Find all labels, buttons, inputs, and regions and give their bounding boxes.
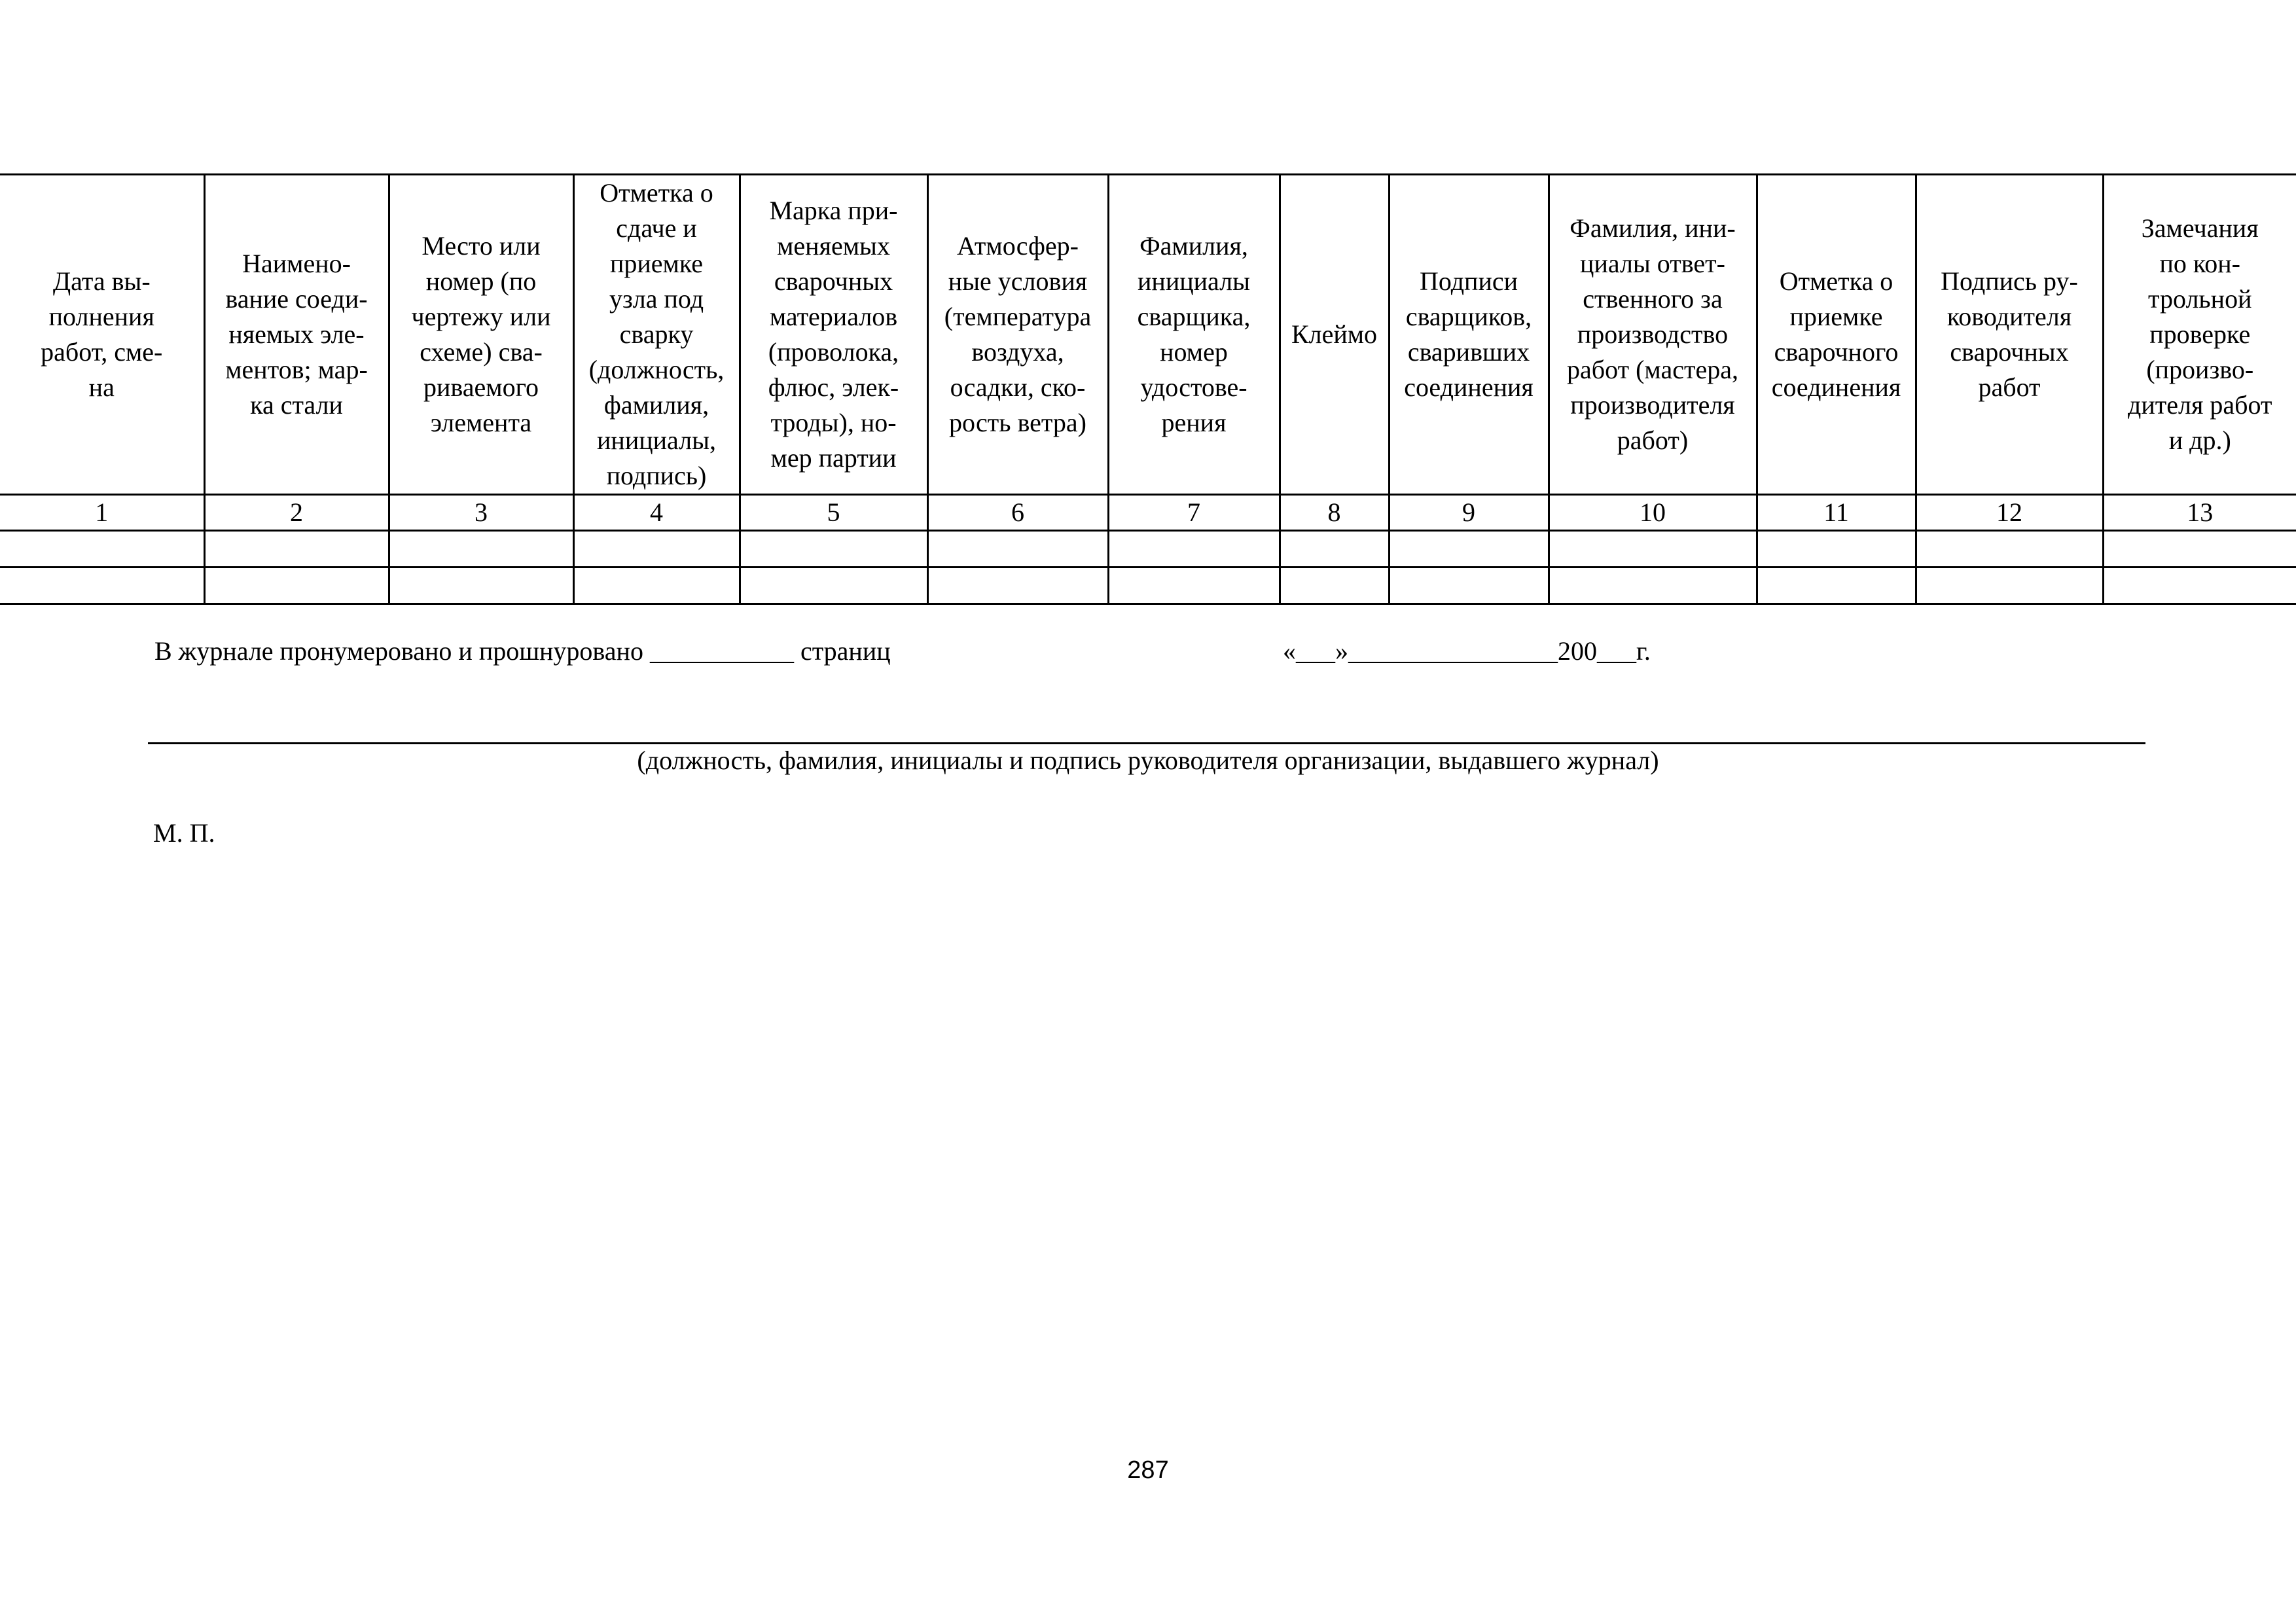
header-cell-welding-materials: Марка при- меняемых сварочных материалов (проволока, флюс, элек- троды), но- мер партии bbox=[740, 175, 927, 495]
table-cell bbox=[1108, 531, 1280, 568]
column-number: 12 bbox=[1916, 495, 2103, 531]
table-cell bbox=[2103, 531, 2296, 568]
table-cell bbox=[1389, 531, 1549, 568]
table-cell bbox=[573, 568, 740, 604]
header-cell-weather-conditions: Атмосфер- ные условия (температура воздуха, осадки, ско- рость ветра) bbox=[927, 175, 1108, 495]
header-row bbox=[0, 175, 2296, 495]
signature-caption: (должность, фамилия, инициалы и подпись руководителя организации, выдавшего журнал) bbox=[637, 746, 1659, 775]
table-cell bbox=[204, 531, 389, 568]
column-number: 9 bbox=[1389, 495, 1549, 531]
table-cell bbox=[1916, 568, 2103, 604]
table-cell bbox=[389, 531, 573, 568]
column-number: 4 bbox=[573, 495, 740, 531]
column-number: 7 bbox=[1108, 495, 1280, 531]
header-cell-joint-acceptance: Отметка о приемке сварочного соединения bbox=[1757, 175, 1916, 495]
table-cell bbox=[2103, 568, 2296, 604]
column-number: 2 bbox=[204, 495, 389, 531]
column-number: 11 bbox=[1757, 495, 1916, 531]
table-cell bbox=[0, 531, 204, 568]
table-cell bbox=[740, 531, 927, 568]
header-cell-welder-name: Фамилия, инициалы сварщика, номер удостове- рения bbox=[1108, 175, 1280, 495]
column-number: 3 bbox=[389, 495, 573, 531]
table-cell bbox=[927, 568, 1108, 604]
table-cell bbox=[573, 531, 740, 568]
table-row bbox=[0, 531, 2296, 568]
column-number: 13 bbox=[2103, 495, 2296, 531]
date-line: «___»________________200___г. bbox=[1283, 636, 1651, 666]
header-cell-stamp: Клеймо bbox=[1280, 175, 1389, 495]
header-cell-supervisor-signature: Подпись ру- ководителя сварочных работ bbox=[1916, 175, 2103, 495]
table-cell bbox=[1916, 531, 2103, 568]
table-cell bbox=[1757, 568, 1916, 604]
table-cell bbox=[1757, 531, 1916, 568]
empty-entry-rows bbox=[0, 531, 2296, 604]
stamp-label: М. П. bbox=[153, 818, 215, 848]
column-number: 1 bbox=[0, 495, 204, 531]
table-cell bbox=[1389, 568, 1549, 604]
header-cell-inspection-remarks: Замечания по кон- трольной проверке (произво- дителя работ и др.) bbox=[2103, 175, 2296, 495]
table-cell bbox=[1280, 568, 1389, 604]
table-cell bbox=[1280, 531, 1389, 568]
column-number-row bbox=[0, 495, 2296, 531]
table-cell bbox=[1549, 531, 1757, 568]
table-cell bbox=[204, 568, 389, 604]
pages-count-statement: В журнале пронумеровано и прошнуровано ___________ страниц bbox=[154, 636, 891, 666]
table-row bbox=[0, 568, 2296, 604]
table-cell bbox=[927, 531, 1108, 568]
table-cell bbox=[740, 568, 927, 604]
page-number: 287 bbox=[1127, 1456, 1169, 1484]
header-cell-date-shift: Дата вы- полнения работ, сме- на bbox=[0, 175, 204, 495]
column-number: 6 bbox=[927, 495, 1108, 531]
table-cell bbox=[0, 568, 204, 604]
table-cell bbox=[1108, 568, 1280, 604]
header-cell-element-location: Место или номер (по чертежу или схеме) сва- риваемого элемента bbox=[389, 175, 573, 495]
welding-journal-table bbox=[0, 173, 2296, 605]
table-cell bbox=[1549, 568, 1757, 604]
column-number: 8 bbox=[1280, 495, 1389, 531]
table-cell bbox=[389, 568, 573, 604]
header-cell-welder-signatures: Подписи сварщиков, сваривших соединения bbox=[1389, 175, 1549, 495]
column-number: 10 bbox=[1549, 495, 1757, 531]
header-cell-responsible-person: Фамилия, ини- циалы ответ- ственного за производство работ (мастера, производителя работ) bbox=[1549, 175, 1757, 495]
header-cell-assembly-acceptance: Отметка о сдаче и приемке узла под сварку (должность, фамилия, инициалы, подпись) bbox=[573, 175, 740, 495]
header-cell-joined-elements: Наимено- вание соеди- няемых эле- ментов; мар- ка стали bbox=[204, 175, 389, 495]
column-number: 5 bbox=[740, 495, 927, 531]
